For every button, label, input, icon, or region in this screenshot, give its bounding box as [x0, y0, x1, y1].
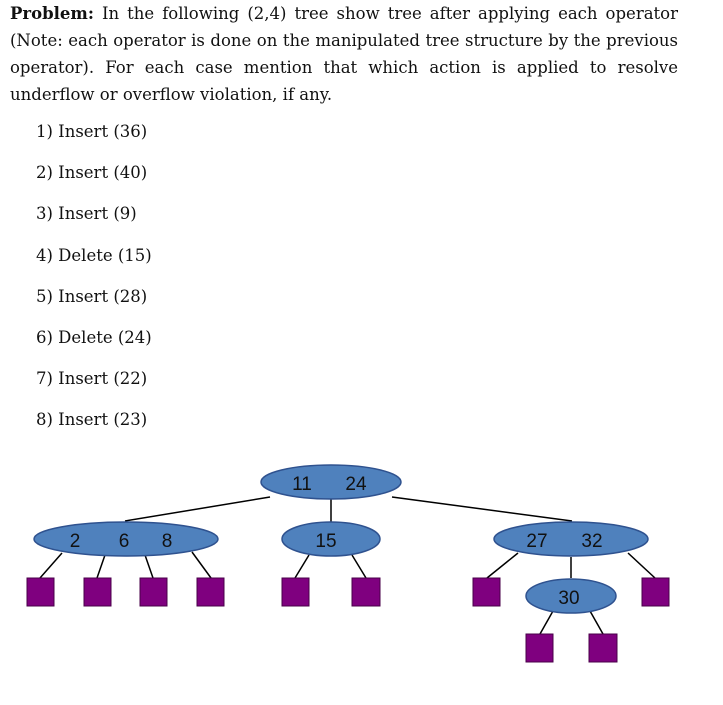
node-key: 2	[69, 531, 81, 552]
operation-item: 3) Insert (9)	[36, 204, 137, 224]
edge-right-leaf	[487, 553, 518, 578]
problem-label: Problem:	[10, 4, 94, 23]
operation-item: 8) Insert (23)	[36, 410, 148, 430]
node-key: 32	[581, 531, 603, 552]
operation-item: 4) Delete (15)	[36, 245, 152, 265]
leaf-square	[140, 578, 167, 606]
operation-item: 1) Insert (36)	[36, 122, 148, 141]
tree-node-root	[261, 465, 401, 499]
node-key: 6	[118, 531, 130, 552]
edge-left-leaf	[40, 553, 62, 578]
node-key: 24	[345, 474, 367, 495]
leaf-square	[84, 578, 111, 606]
leaf-square	[526, 634, 553, 662]
edge-middle-leaf	[352, 555, 366, 578]
leaf-square	[589, 634, 617, 662]
problem-text: In the following (2,4) tree show tree after applying each operator (Note: each operator is done on the manipulated tree structure by the previous operator). For each case mention that which action is applied to resolve underflow or overflow violation, if any.	[10, 4, 678, 104]
leaf-square	[642, 578, 669, 606]
tree-node-right-child	[526, 579, 616, 613]
operation-item: 5) Insert (28)	[36, 286, 148, 306]
edge-middle-leaf	[295, 555, 309, 578]
operation-item: 6) Delete (24)	[36, 327, 152, 347]
leaf-square	[27, 578, 54, 606]
tree-node-middle	[282, 522, 380, 556]
edge-child-leaf	[590, 611, 603, 634]
operation-item: 2) Insert (40)	[36, 163, 148, 183]
operation-item: 7) Insert (22)	[36, 369, 148, 389]
node-key: 15	[315, 531, 337, 552]
edge-left-leaf	[145, 555, 153, 578]
leaf-square	[473, 578, 500, 606]
tree-node-left	[34, 522, 218, 556]
node-key: 30	[558, 588, 580, 609]
edge-left-leaf	[97, 555, 105, 578]
edge-root-right	[392, 497, 572, 521]
node-key: 11	[292, 474, 312, 495]
leaf-square	[197, 578, 224, 606]
edge-right-leaf	[628, 553, 655, 578]
edge-left-leaf	[192, 552, 211, 578]
node-key: 27	[526, 531, 548, 552]
edge-root-left	[125, 497, 270, 521]
internal-nodes	[34, 465, 648, 613]
node-key: 8	[161, 531, 173, 552]
tree-node-right	[494, 522, 648, 556]
leaf-square	[352, 578, 380, 606]
leaf-square	[282, 578, 309, 606]
edge-child-leaf	[540, 611, 553, 634]
